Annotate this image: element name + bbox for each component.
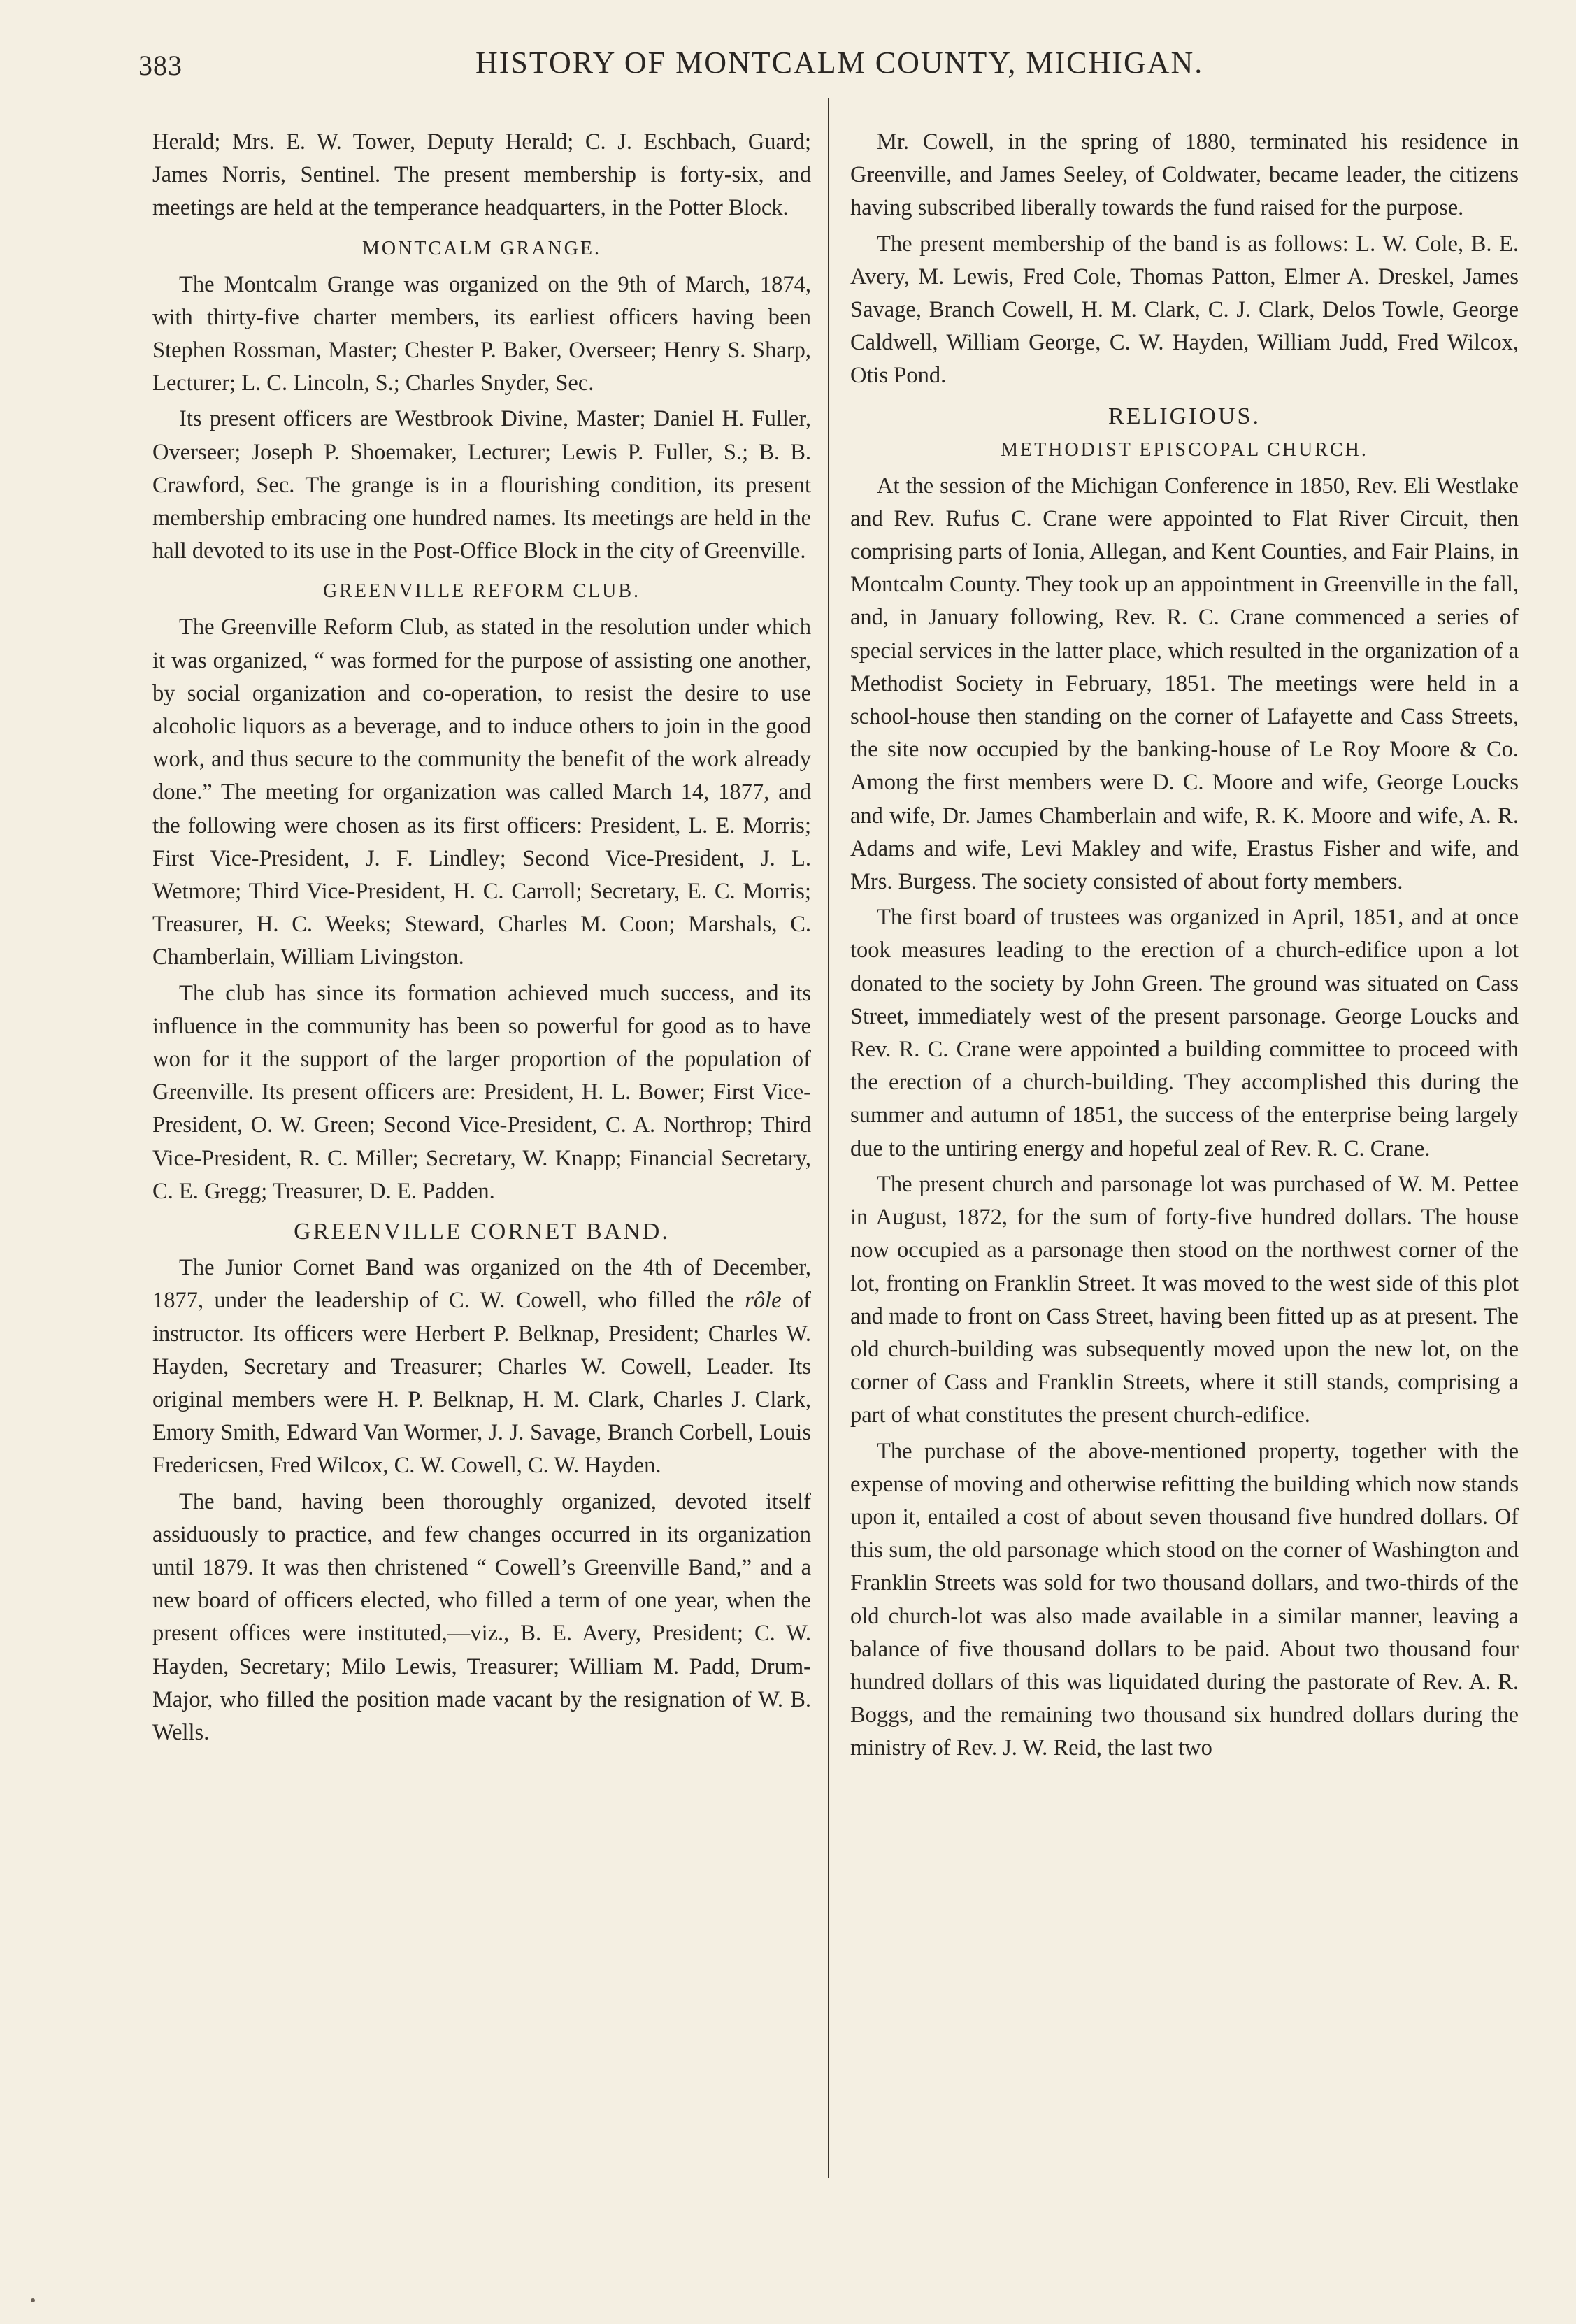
paragraph-property-cost: The purchase of the above-mentioned property, together with the expense of moving and otherwise refitting the building which now stands upon it, entailed a cost of about seven thousand five hundred dollars. Of this sum, the old parsonage which stood on the corner of Washington and Franklin Streets was sold for two thousand dollars, and two-thirds of the old church-lot was also made available in a similar manner, leaving a balance of five thousand dollars to be paid. About two thousand four hundred dollars of this was liquidated during the pastorate of Rev. A. R. Boggs, and the remaining two thousand six hundred dollars during the ministry of Rev. J. W. Reid, the last two bbox=[850, 1438, 1519, 1761]
paragraph-methodist-origins: At the session of the Michigan Conference in 1850, Rev. Eli Westlake and Rev. Rufus C. Crane were appointed to Flat River Circuit, then comprising parts of Ionia, Allegan, and Kent Counties, and Fair Plains, in Montcalm County. They took up an appointment in Greenville in the fall, and, in January following, Rev. R. C. Crane commenced a series of special services in the latter place, which resulted in the organization of a Methodist Society in February, 1851. The meetings were held in a school-house then standing on the corner of Lafayette and Cass Streets, the site now occupied by the banking-house of Le Roy Moore & Co. Among the first members were D. C. Moore and wife, George Loucks and wife, Dr. James Chamberlain and wife, R. K. Moore and wife, A. R. Adams and wife, Levi Makley and wife, Erastus Fisher and wife, and Mrs. Burgess. The society consisted of about forty members. bbox=[850, 473, 1519, 895]
heading-greenville-reform-club: GREENVILLE REFORM CLUB. bbox=[323, 580, 640, 603]
left-column bbox=[152, 126, 811, 1752]
paragraph-reform-club-success: The club has since its formation achieved much success, and its influence in the community has been so powerful for good as to have won for it the support of the larger proportion of the population of Greenville. Its present officers are: President, H. L. Bower; First Vice-President, O. W. Green; Second Vice-President, C. A. Northrop; Third Vice-President, R. C. Miller; Secretary, W. Knapp; Financial Secretary, C. E. Gregg; Treasurer, D. E. Padden. bbox=[152, 980, 811, 1204]
paragraph-temperance-continued: Herald; Mrs. E. W. Tower, Deputy Herald; C. J. Eschbach, Guard; James Norris, Sentinel. The present membership is forty-six, and meetings are held at the temperance headquarters, in the Potter Block. bbox=[152, 129, 811, 221]
paragraph-first-trustees: The first board of trustees was organized in April, 1851, and at once took measures leading to the erection of a church-edifice upon a lot donated to the society by John Green. The ground was situated on Cass Street, immediately west of the present parsonage. George Loucks and Rev. R. C. Crane were appointed a building committee to proceed with the erection of a church-building. They accomplished this during the summer and autumn of 1851, the success of the enterprise being largely due to the untiring energy and hopeful zeal of Rev. R. C. Crane. bbox=[850, 905, 1519, 1161]
page-number: 383 bbox=[138, 50, 182, 81]
paragraph-grange-organized: The Montcalm Grange was organized on the 9th of March, 1874, with thirty-five charter members, its earliest officers having been Stephen Rossman, Master; Chester P. Baker, Overseer; Henry S. Sharp, Lecturer; L. C. Lincoln, S.; Charles Snyder, Sec. bbox=[152, 271, 811, 396]
heading-religious: RELIGIOUS. bbox=[1108, 403, 1261, 429]
heading-montcalm-grange: MONTCALM GRANGE. bbox=[362, 237, 601, 259]
paragraph-band-organized: The band, having been thoroughly organized, devoted itself assiduously to practice, and few changes occurred in its organization until 1879. It was then christened “ Cowell’s Greenville Band,” and a new board of officers elected, who filled a term of one year, when the present offices were instituted,—viz., B. E. Avery, President; C. W. Hayden, Secretary; Milo Lewis, Treasurer; William M. Padd, Drum-Major, who filled the position made vacant by the resignation of W. B. Wells. bbox=[152, 1489, 811, 1745]
band-text-start: The Junior Cornet Band was organized on the 4th of December, 1877, under the leadership of C. W. Cowell, who filled the bbox=[152, 1255, 811, 1314]
paragraph-cowell-departure: Mr. Cowell, in the spring of 1880, terminated his residence in Greenville, and James Seeley, of Coldwater, became leader, the citizens having subscribed liberally towards the fund raised for the purpose. bbox=[850, 129, 1519, 221]
heading-methodist-episcopal-church: METHODIST EPISCOPAL CHURCH. bbox=[1001, 438, 1368, 461]
paragraph-grange-present-officers: Its present officers are Westbrook Divine, Master; Daniel H. Fuller, Overseer; Joseph P. Shoemaker, Lecturer; Lewis P. Fuller, S.; B. B. Crawford, Sec. The grange is in a flourishing condition, its present membership embracing one hundred names. Its meetings are held in the hall devoted to its use in the Post-Office Block in the city of Greenville. bbox=[152, 406, 811, 564]
paper-speck bbox=[31, 2298, 35, 2302]
right-column bbox=[850, 126, 1519, 1768]
heading-greenville-cornet-band: GREENVILLE CORNET BAND. bbox=[294, 1219, 670, 1245]
band-text-end: of instructor. Its officers were Herbert P. Belknap, President; Charles W. Hayden, Secretary and Treasurer; Charles W. Cowell, Leader. Its original members were H. P. Belknap, H. M. Clark, Charles J. Clark, Emory Smith, Edward Van Wormer, J. J. Savage, Branch Corbell, Louis Fredericsen, Fred Wilcox, C. W. Cowell, C. W. Hayden. bbox=[152, 1288, 811, 1479]
paragraph-church-lot-purchase: The present church and parsonage lot was purchased of W. M. Pettee in August, 1872, for the sum of forty-five hundred dollars. The house now occupied as a parsonage then stood on the northwest corner of the lot, fronting on Franklin Street. It was moved to the west side of this plot and made to front on Cass Street, having been fitted up as at present. The old church-building was subsequently moved upon the new lot, on the corner of Cass and Franklin Streets, where it still stands, comprising a part of what constitutes the present church-edifice. bbox=[850, 1171, 1519, 1428]
paragraph-junior-cornet-band bbox=[152, 1251, 811, 1482]
paragraph-reform-club-organized: The Greenville Reform Club, as stated in the resolution under which it was organized, “ was formed for the purpose of assisting one another, by social organization and co-operation, to resist the desire to use alcoholic liquors as a beverage, and to induce others to join in the good work, and thus secure to the community the benefit of the work already done.” The meeting for organization was called March 14, 1877, and the following were chosen as its first officers: President, L. E. Morris; First Vice-President, J. F. Lindley; Second Vice-President, J. L. Wetmore; Third Vice-President, H. C. Carroll; Secretary, E. C. Morris; Treasurer, H. C. Weeks; Steward, Charles M. Coon; Marshals, C. Chamberlain, William Livingston. bbox=[152, 615, 811, 970]
paragraph-band-membership: The present membership of the band is as follows: L. W. Cole, B. E. Avery, M. Lewis, Fred Cole, Thomas Patton, Elmer A. Dreskel, James Savage, Branch Cowell, H. M. Clark, C. J. Clark, Delos Towle, George Caldwell, William George, C. W. Hayden, William Judd, Fred Wilcox, Otis Pond. bbox=[850, 231, 1519, 389]
running-head-title: HISTORY OF MONTCALM COUNTY, MICHIGAN. bbox=[475, 45, 1204, 80]
italic-role-word: rôle bbox=[745, 1288, 782, 1314]
column-divider bbox=[828, 98, 829, 2178]
